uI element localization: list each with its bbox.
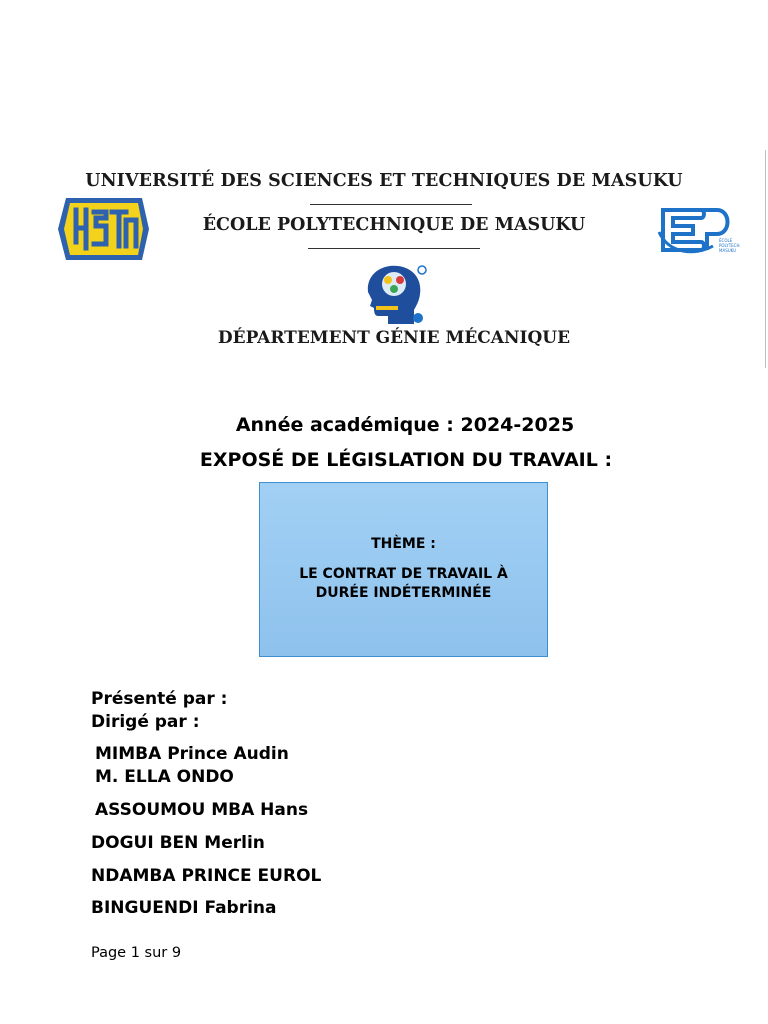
presented-by-label: Présenté par : (91, 689, 228, 709)
director-name: M. ELLA ONDO (95, 767, 234, 787)
directed-by-label: Dirigé par : (91, 712, 200, 732)
expose-title: EXPOSÉ DE LÉGISLATION DU TRAVAIL : (199, 449, 613, 471)
usttm-logo-icon (56, 196, 150, 262)
svg-text:MASUKU: MASUKU (719, 248, 737, 253)
department-title: DÉPARTEMENT GÉNIE MÉCANIQUE (217, 328, 571, 348)
header-edge-rule (765, 150, 766, 368)
svg-text:ÉCOLE: ÉCOLE (719, 238, 733, 243)
separator-line (308, 248, 480, 249)
theme-text: LE CONTRAT DE TRAVAIL À DURÉE INDÉTERMINÉE (299, 566, 508, 601)
ep-logo-icon (655, 204, 747, 260)
department-logo-icon (358, 262, 434, 328)
theme-label: THÈME : (371, 536, 436, 552)
member-name: ASSOUMOU MBA Hans (95, 800, 309, 820)
page-indicator: Page 1 sur 9 (91, 945, 182, 961)
member-name: NDAMBA PRINCE EUROL (91, 866, 322, 886)
member-name: BINGUENDI Fabrina (91, 898, 277, 918)
ecole-title: ÉCOLE POLYTECHNIQUE DE MASUKU (202, 215, 586, 235)
separator-line (310, 204, 472, 205)
svg-text:POLYTECH.: POLYTECH. (719, 243, 741, 248)
academic-year: Année académique : 2024-2025 (235, 414, 575, 436)
member-name: MIMBA Prince Audin (95, 744, 289, 764)
theme-box (259, 482, 548, 657)
member-name: DOGUI BEN Merlin (91, 833, 265, 853)
university-title: UNIVERSITÉ DES SCIENCES ET TECHNIQUES DE MASUKU (85, 171, 683, 191)
